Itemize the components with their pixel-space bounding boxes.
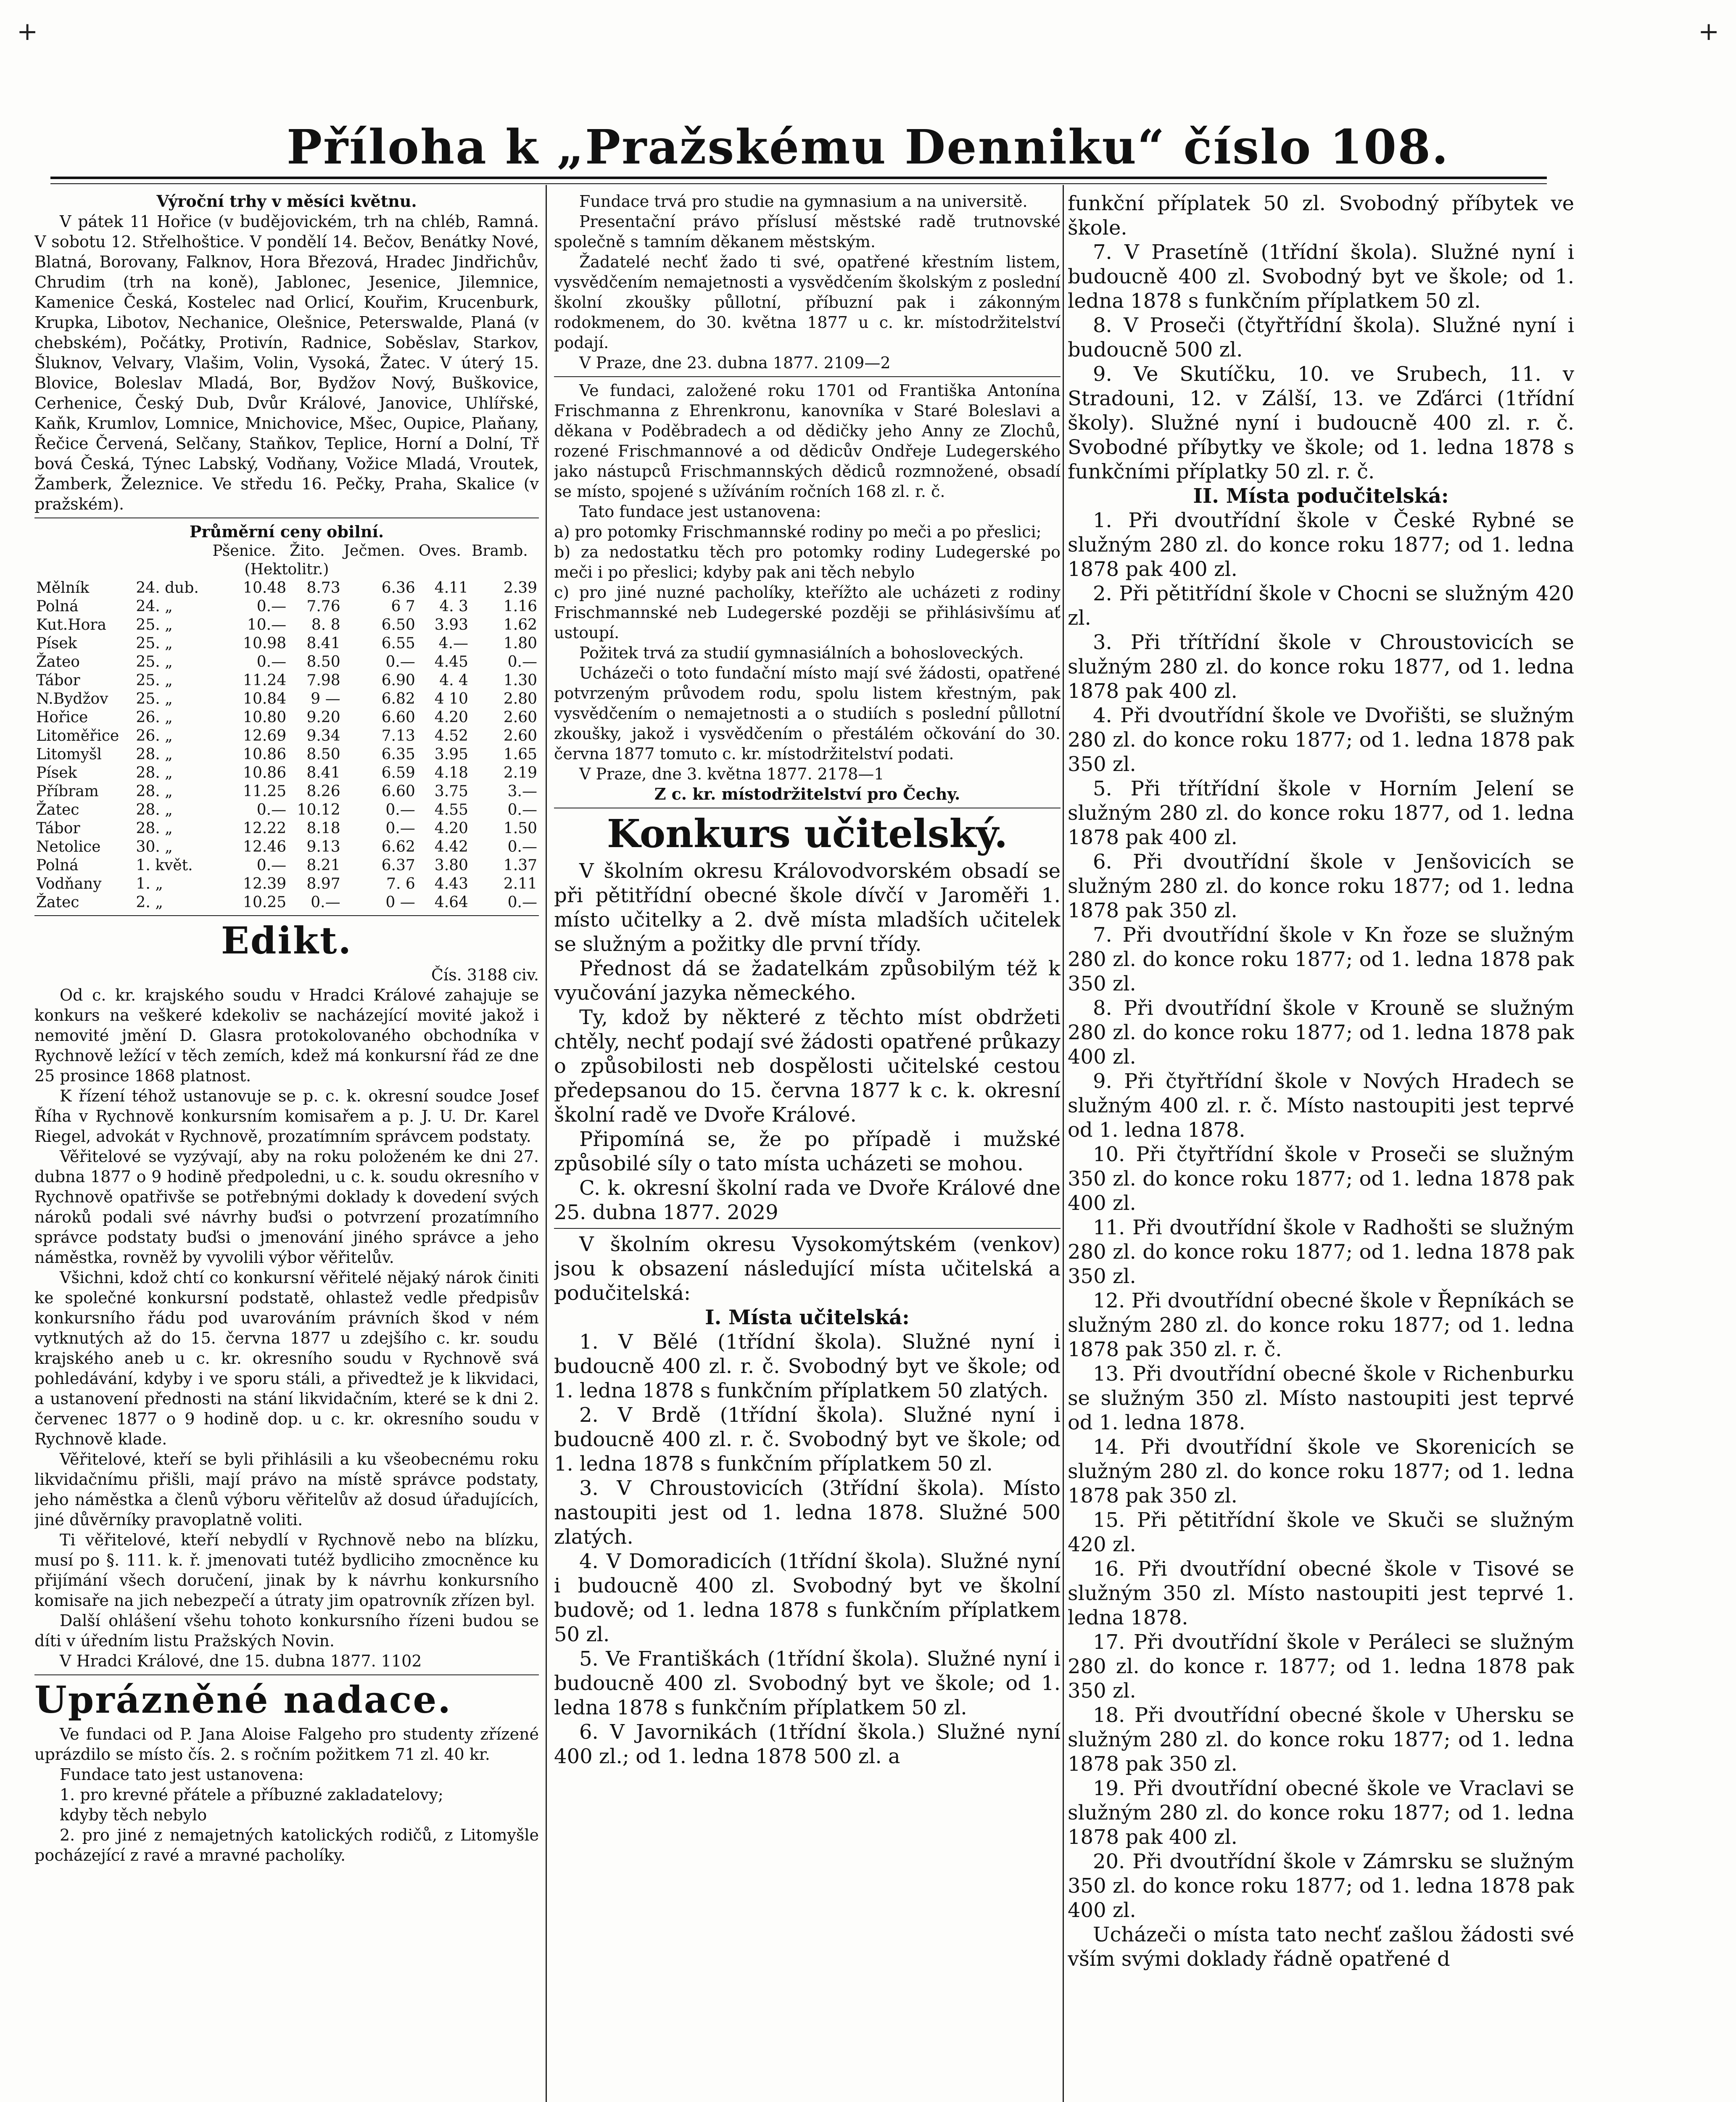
competition-item: 19. Při dvoutřídní obecné škole ve Vraclavi se služným 280 zl. do konce roku 1877; od 1. ledna 1878 pak 400 zl. <box>1068 1777 1574 1849</box>
competition-item: 16. Při dvoutřídní obecné škole v Tisové se služným 350 zl. Místo nastoupiti jest teprvé 1. ledna 1878. <box>1068 1557 1574 1629</box>
prices-cell: 12.22 <box>243 820 287 837</box>
foundation-authority: Z c. kr. místodržitelství pro Čechy. <box>654 784 960 803</box>
prices-cell: 6.50 <box>381 616 415 634</box>
prices-cell: 4.20 <box>434 820 468 837</box>
prices-cell: Žatec <box>36 801 79 819</box>
competition-subheading: I. Místa učitelská: <box>705 1306 910 1329</box>
prices-cell: 0.— <box>311 894 340 911</box>
prices-row <box>34 782 539 801</box>
prices-cell: 8.41 <box>306 764 340 782</box>
prices-cell: 7.98 <box>306 672 340 689</box>
prices-cell: 25. „ <box>136 653 173 671</box>
page-title: Příloha k „Pražskému Denniku“ číslo 108. <box>286 120 1450 175</box>
column-divider-2 <box>1063 185 1064 2102</box>
edict-paragraph: Věřitelové, kteří se byli přihlásili a ku všeobecnému roku likvidačnímu přišli, mají právo na místě správce podstaty, jeho náměstka a členů výboru věřitelův až dosud úřadujících, jiné důvěrníky pravoplatně voliti. <box>34 1450 539 1529</box>
prices-cell: 8.73 <box>306 579 340 597</box>
prices-row <box>34 653 539 671</box>
prices-cell: 30. „ <box>136 838 173 856</box>
foundation-paragraph: Ve fundaci od P. Jana Aloise Falgeho pro studenty zřízené uprázdilo se místo čís. 2. s ročním požitkem 71 zl. 40 kr. <box>34 1725 539 1764</box>
competition-subheading: II. Místa podučitelská: <box>1193 484 1449 508</box>
competition-item: 18. Při dvoutřídní obecné škole v Uhersku se služným 280 zl. do konce roku 1877; od 1. ledna 1878 pak 350 zl. <box>1068 1703 1574 1776</box>
edict-signature: V Hradci Králové, dne 15. dubna 1877. 1102 <box>60 1652 422 1670</box>
prices-cell: Litoměřice <box>36 727 119 745</box>
foundation-paragraph: Požitek trvá za studií gymnasiálních a bohosloveckých. <box>579 644 1024 662</box>
competition-item: 13. Při dvoutřídní obecné škole v Richenburku se služným 350 zl. Místo nastoupiti jest teprvé od 1. ledna 1878. <box>1068 1362 1574 1434</box>
prices-cell: Polná <box>36 857 79 874</box>
prices-cell: 2.19 <box>503 764 537 782</box>
prices-cell: 8.18 <box>306 820 340 837</box>
prices-cell: 3.95 <box>434 746 468 763</box>
prices-cell: 3.93 <box>434 616 468 634</box>
prices-cell: 9.34 <box>306 727 340 745</box>
prices-cell: 4.18 <box>434 764 468 782</box>
prices-cell: 8.21 <box>306 857 340 874</box>
competition-signature: C. k. okresní školní rada ve Dvoře Králové dne 25. dubna 1877. 2029 <box>554 1176 1061 1224</box>
prices-cell: 1.50 <box>503 820 537 837</box>
prices-cell: 1.30 <box>503 672 537 689</box>
prices-row <box>34 801 539 819</box>
prices-cell: 1.80 <box>503 635 537 652</box>
prices-cell: Písek <box>36 764 77 782</box>
competition-item: 3. Při třítřídní škole v Chroustovicích se služným 280 zl. do konce roku 1877, od 1. ledna 1878 pak 400 zl. <box>1068 631 1574 703</box>
prices-row <box>34 671 539 690</box>
prices-cell: 28. „ <box>136 746 173 763</box>
prices-cell: 10.84 <box>243 690 287 708</box>
competition-item: 17. Při dvoutřídní škole v Peráleci se služným 280 zl. do konce r. 1877; od 1. ledna 1878 pak 350 zl. <box>1068 1630 1574 1703</box>
prices-cell: 7.76 <box>306 598 340 615</box>
prices-cell: 7.13 <box>381 727 415 745</box>
competition-item: 1. V Bělé (1třídní škola). Služné nyní i budoucně 400 zl. r. č. Svobodný byt ve škole; od 1. ledna 1878 s funkčním příplatkem 50 zlatých. <box>554 1330 1061 1402</box>
prices-cell: 28. „ <box>136 801 173 819</box>
prices-cell: Polná <box>36 598 79 615</box>
prices-cell: 10.25 <box>243 894 287 911</box>
prices-cell: 0.— <box>507 653 537 671</box>
prices-cell: 2.39 <box>503 579 537 597</box>
column-1 <box>34 191 539 2102</box>
prices-header-cell: Ječmen. <box>343 542 405 560</box>
competition-paragraph: Ty, kdož by některé z těchto míst obdržeti chtěly, nechť podají své žádosti opatřené průkazy o způsobilosti neb dospělosti učitelské cestou předepsanou do 15. června 1877 k c. k. okresní školní radě ve Dvoře Králové. <box>554 1006 1061 1127</box>
foundation-item: a) pro potomky Frischmannské rodiny po meči a po přeslici; <box>554 523 1042 541</box>
prices-table <box>34 542 539 912</box>
prices-unit-row <box>34 560 539 579</box>
competition-item: 5. Při třítřídní škole v Horním Jelení se služným 280 zl. do konce roku 1877, od 1. ledna 1878 pak 400 zl. <box>1068 777 1574 849</box>
prices-cell: 10.86 <box>243 764 287 782</box>
prices-cell: 3.— <box>507 783 537 800</box>
prices-cell: 4.45 <box>434 653 468 671</box>
column-2 <box>554 191 1061 2102</box>
prices-cell: 0.— <box>507 801 537 819</box>
divider <box>554 376 1061 377</box>
prices-cell: 8.41 <box>306 635 340 652</box>
prices-cell: Kut.Hora <box>36 616 106 634</box>
foundation-paragraph: Fundace trvá pro studie na gymnasium a na universitě. <box>579 192 1028 211</box>
competition-item: 3. V Chroustovicích (3třídní škola). Místo nastoupiti jest od 1. ledna 1878. Služné 500 zlatých. <box>554 1476 1061 1549</box>
prices-cell: 25. „ <box>136 672 173 689</box>
teacher-competition-heading: Konkurs učitelský. <box>607 811 1008 856</box>
prices-row <box>34 616 539 634</box>
prices-cell: 4. 3 <box>439 598 468 615</box>
prices-cell: 3.75 <box>434 783 468 800</box>
prices-cell: 24. „ <box>136 598 173 615</box>
foundation-paragraph: 1. pro krevné přátele a příbuzné zakladatelovy; <box>60 1785 443 1804</box>
divider <box>554 1228 1061 1229</box>
prices-row <box>34 745 539 764</box>
edict-number: Čís. 3188 civ. <box>431 966 539 984</box>
prices-cell: 1.37 <box>503 857 537 874</box>
prices-cell: 2.80 <box>503 690 537 708</box>
prices-cell: 0.— <box>385 653 415 671</box>
foundation-paragraph: 2. pro jiné z nemajetných katolických rodičů, z Litomyšle pocházející z ravé a mravné pacholíky. <box>34 1826 539 1864</box>
prices-cell: 10.48 <box>243 579 287 597</box>
prices-cell: 6.35 <box>381 746 415 763</box>
competition-item: 4. Při dvoutřídní škole ve Dvořišti, se služným 280 zl. do konce roku 1877; od 1. ledna 1878 pak 350 zl. <box>1068 704 1574 776</box>
foundation-item: b) za nedostatku těch pro potomky rodiny Ludegerské po meči i po přeslici; kdyby pak ani těch nebylo <box>554 543 1061 581</box>
prices-cell: 8.50 <box>306 653 340 671</box>
foundation-paragraph: Tato fundace jest ustanovena: <box>579 502 821 521</box>
prices-cell: 0.— <box>256 598 287 615</box>
prices-cell: 2.60 <box>503 709 537 726</box>
prices-row <box>34 708 539 727</box>
prices-cell: 8. 8 <box>311 616 340 634</box>
competition-paragraph: Přednost dá se žadatelkám způsobilým též k vyučování jazyka německého. <box>554 957 1061 1005</box>
prices-cell: Žatec <box>36 894 79 911</box>
prices-cell: 25. „ <box>136 616 173 634</box>
foundation-paragraph: Žadatelé nechť žado ti své, opatřené křestním listem, vysvědčením nemajetnosti a vysvědčením školským z poslední školní zkoušky půllotní, příbuzní pak i zákonným rodokmenem, do 30. května 1877 u c. kr. místodržitelství podají. <box>554 253 1061 352</box>
prices-header-cell: Oves. <box>418 542 461 560</box>
competition-item: 2. V Brdě (1třídní škola). Služné nyní i budoucně 400 zl. r. č. Svobodný byt ve škole; od 1. ledna 1878 s funkčním příplatkem 50 zl. <box>554 1403 1061 1476</box>
prices-cell: 4.64 <box>434 894 468 911</box>
prices-cell: 1. květ. <box>136 857 193 874</box>
competition-item: 4. V Domoradicích (1třídní škola). Služné nyní i budoucně 400 zl. Svobodný byt ve školní budově; od 1. ledna 1878 s funkčním příplatkem 50 zl. <box>554 1550 1061 1646</box>
prices-cell: 12.46 <box>243 838 287 856</box>
prices-cell: 9.20 <box>306 709 340 726</box>
competition-closing: Ucházeči o místa tato nechť zašlou žádosti své vším svými doklady řádně opatřené d <box>1068 1923 1574 1971</box>
prices-cell: 4. 4 <box>439 672 468 689</box>
prices-cell: 8.26 <box>306 783 340 800</box>
prices-cell: 26. „ <box>136 709 173 726</box>
prices-cell: 4.11 <box>434 579 468 597</box>
prices-cell: 28. „ <box>136 783 173 800</box>
foundation-paragraph: Presentační právo příslusí městské radě trutnovské společně s tamním děkanem městským. <box>554 212 1061 251</box>
edict-paragraph: Všichni, kdož chtí co konkursní věřitelé nějaký nárok činiti ke společné konkursní podstatě, ohlastež vedle předpisův konkursního řádu pod uvarováním právních škod v ném vytknutých až do 15. června 1877 u zdejšího c. kr. soudu krajského aneb u c. kr. okresního soudu v Rychnově svá pohledávání, kdyby i ve sporu stáli, a přivedtež je k likvidaci, a ustanovení přednosti na stání likvidačním, které se k dni 2. červenec 1877 o 9 hodině dop. u c. kr. okresního soudu v Rychnově klade. <box>34 1268 539 1448</box>
foundation-paragraph: Ve fundaci, založené roku 1701 od Františka Antonína Frischmanna z Ehrenkronu, kanovníka v Staré Boleslavi a děkana v Poděbradech a od dědičky jeho Anny ze Zlochů, rozené Frischmannové a od dědicův Ondřeje Ludegerského jako nástupců Frischmannských dědiců rozmnožené, obsadí se místo, spojené s užíváním ročních 168 zl. r. č. <box>554 381 1061 501</box>
prices-cell: 4.52 <box>434 727 468 745</box>
prices-cell: 2. „ <box>136 894 163 911</box>
prices-header-cell: Pšenice. <box>212 542 276 560</box>
prices-row <box>34 579 539 597</box>
competition-item: 10. Při čtyřtřídní škole v Proseči se služným 350 zl. do konce roku 1877; od 1. ledna 1878 pak 400 zl. <box>1068 1143 1574 1215</box>
prices-row <box>34 597 539 616</box>
prices-cell: 6.55 <box>381 635 415 652</box>
prices-cell: 9 — <box>311 690 340 708</box>
prices-cell: 10.— <box>247 616 287 634</box>
edict-paragraph: Věřitelové se vyzývají, aby na roku položeném ke dni 27. dubna 1877 o 9 hodině předpoledni, u c. k. soudu okresního v Rychnově opatřivše se potřebnými doklady k dovedení svých nároků podali své návrhy buďsi o potvrzení prozatímního správce podstaty buďsi o jmenování jiného správce a jeho náměstka, rovněž by vyvolili výbor věřitelův. <box>34 1147 539 1267</box>
column-3 <box>1068 191 1574 2102</box>
prices-cell: 4.20 <box>434 709 468 726</box>
competition-item: 5. Ve Františkách (1třídní škola). Služné nyní i budoucně 400 zl. Svobodný byt ve škole; od 1. ledna 1878 s funkčním příplatkem 50 zl. <box>554 1647 1061 1719</box>
prices-row <box>34 819 539 838</box>
prices-cell: 0.— <box>385 820 415 837</box>
prices-cell: 3.80 <box>434 857 468 874</box>
prices-cell: 26. „ <box>136 727 173 745</box>
prices-cell: 4.— <box>438 635 468 652</box>
competition-item: 6. V Javornikách (1třídní škola.) Služné nyní 400 zl.; od 1. ledna 1878 500 zl. a <box>554 1720 1061 1768</box>
prices-cell: 6.60 <box>381 783 415 800</box>
prices-cell: 6.36 <box>381 579 415 597</box>
prices-row <box>34 690 539 708</box>
prices-cell: 25. „ <box>136 690 173 708</box>
prices-cell: 12.39 <box>243 875 287 893</box>
prices-cell: Tábor <box>36 672 80 689</box>
prices-row <box>34 856 539 875</box>
prices-cell: 6.37 <box>381 857 415 874</box>
prices-cell: 0 — <box>385 894 415 911</box>
competition-item: 2. Při pětitřídní škole v Chocni se služným 420 zl. <box>1068 582 1574 630</box>
edict-paragraph: Ti věřitelové, kteří nebydlí v Rychnově nebo na blízku, musí po §. 111. k. ř. jmenovati tutéž bydliciho zmocněnce ku přijímání všech doručení, jinak by k návrhu konkursního komisaře na jich nebezpečí a útraty jim opatrovník zřízen byl. <box>34 1531 539 1610</box>
competition-item: funkční příplatek 50 zl. Svobodný příbytek ve škole. <box>1068 192 1574 240</box>
fairs-heading: Výroční trhy v měsíci květnu. <box>156 192 417 211</box>
prices-header-cell <box>34 542 134 560</box>
prices-cell: 28. „ <box>136 764 173 782</box>
competition-item: 7. V Prasetíně (1třídní škola). Služné nyní i budoucně 400 zl. Svobodný byt ve škole; od 1. ledna 1878 s funkčním příplatkem 50 zl. <box>1068 240 1574 313</box>
foundations-heading: Uprázněné nadace. <box>34 1678 452 1722</box>
prices-cell: Mělník <box>36 579 90 597</box>
competition-item: 20. Při dvoutřídní škole v Zámrsku se služným 350 zl. do konce roku 1877; od 1. ledna 1878 pak 400 zl. <box>1068 1850 1574 1922</box>
edict-heading: Edikt. <box>221 919 353 962</box>
edict-paragraph: Od c. kr. krajského soudu v Hradci Králové zahajuje se konkurs na veškeré kdekoliv se nacházející movité jakož i nemovité jmění D. Glasra protokolovaného obchodníka v Rychnově ležící v těch zemích, kdež má konkursní řád ze dne 25 prosince 1868 platnost. <box>34 986 539 1085</box>
prices-cell: Tábor <box>36 820 80 837</box>
prices-cell: 6.60 <box>381 709 415 726</box>
prices-cell: 10.80 <box>243 709 287 726</box>
foundation-paragraph: Fundace tato jest ustanovena: <box>60 1765 304 1784</box>
foundation-paragraph: Ucházeči o toto fundační místo mají své žádosti, opatřené potvrzeným průvodem rodu, spolu listem křestným, pak vysvědčením o nemajetnosti a o studiích s poslední půllotní zkoušky, jakož i vysvědčením o přestálém očkování do 30. června 1877 tomuto c. kr. místodržitelství podati. <box>554 664 1061 763</box>
prices-cell: 4.55 <box>434 801 468 819</box>
prices-cell: 10.86 <box>243 746 287 763</box>
column-divider-1 <box>546 185 547 2102</box>
prices-cell: 2.60 <box>503 727 537 745</box>
prices-cell: 6.82 <box>381 690 415 708</box>
competition-item: 8. Při dvoutřídní škole v Krouně se služným 280 zl. do konce roku 1877; od 1. ledna 1878 pak 400 zl. <box>1068 996 1574 1069</box>
title-rule-thin <box>50 183 1547 184</box>
competition-item: 12. Při dvoutřídní obecné škole v Řepníkách se služným 280 zl. do konce roku 1877; od 1. ledna 1878 pak 350 zl. r. č. <box>1068 1289 1574 1361</box>
prices-row <box>34 764 539 782</box>
prices-row <box>34 838 539 856</box>
prices-cell: 11.24 <box>243 672 287 689</box>
prices-cell: 4.43 <box>434 875 468 893</box>
fairs-text: V pátek 11 Hořice (v budějovickém, trh na chléb, Ramná. V sobotu 12. Střelhoštice. V pondělí 14. Bečov, Benátky Nové, Blatná, Borovany, Falknov, Hora Březová, Hradec Jindřichův, Chrudim (trh na koně), Jablonec, Jesenice, Jilemnice, Kamenice Česká, Kostelec nad Orlicí, Kouřim, Krucenburk, Krupka, Libotov, Nechanice, Olešnice, Peterswalde, Planá (v chebském), Počátky, Protivín, Radnice, Soběslav, Starkov, Šluknov, Velvary, Vlašim, Volin, Vysoká, Žatec. V úterý 15. Blovice, Boleslav Mladá, Bor, Bydžov Nový, Buškovice, Cerhenice, Český Dub, Dvůr Králové, Janovice, Uhlířské, Kaňk, Krumlov, Lomnice, Mnichovice, Mšec, Oupice, Plaňany, Řečice Červená, Selčany, Staňkov, Teplice, Horní a Dolní, Tř bová Česká, Týnec Labský, Vodňany, Vožice Mladá, Vroutek, Žamberk, Železnice. Ve středu 16. Pečky, Praha, Skalice (v pražském). <box>34 212 539 513</box>
competition-item: 9. Ve Skutíčku, 10. ve Srubech, 11. v Stradouni, 12. v Zálší, 13. ve Zďárci (1třídní školy). Služné nyní i budoucně 400 zl. r. č. Svobodné příbytky ve škole; od 1. ledna 1878 s funkčními příplatky 50 zl. r. č. <box>1068 362 1574 483</box>
prices-cell: Žateo <box>36 653 80 671</box>
divider <box>34 1674 539 1675</box>
prices-cell: 4 10 <box>434 690 468 708</box>
competition-paragraph: Připomíná se, že po případě i mužské způsobilé síly o tato místa ucházeti se mohou. <box>554 1128 1061 1175</box>
prices-cell: 11.25 <box>243 783 287 800</box>
competition-item: 7. Při dvoutřídní škole v Kn řoze se služným 280 zl. do konce roku 1877; od 1. ledna 1878 pak 350 zl. <box>1068 923 1574 996</box>
prices-cell: 0.— <box>256 857 287 874</box>
prices-cell: Litomyšl <box>36 746 102 763</box>
prices-cell: 6.90 <box>381 672 415 689</box>
competition-item: 14. Při dvoutřídní škole ve Skorenicích se služným 280 zl. do konce roku 1877; od 1. ledna 1878 pak 350 zl. <box>1068 1435 1574 1508</box>
prices-cell: 10.98 <box>243 635 287 652</box>
competition-item: 9. Při čtyřtřídní škole v Nových Hradech se služným 400 zl. r. č. Místo nastoupiti jest teprvé od 1. ledna 1878. <box>1068 1069 1574 1142</box>
prices-row <box>34 875 539 893</box>
crop-mark-top-right: + <box>1698 17 1720 46</box>
competition-item: 6. Při dvoutřídní škole v Jenšovicích se služným 280 zl. do konce roku 1877; od 1. ledna 1878 pak 350 zl. <box>1068 850 1574 922</box>
prices-cell: Netolice <box>36 838 101 856</box>
prices-header-cell <box>134 542 211 560</box>
prices-cell: 1.62 <box>503 616 537 634</box>
prices-unit: (Hektolitr.) <box>244 561 329 578</box>
competition-paragraph: V školním okresu Vysokomýtském (venkov) jsou k obsazení následující místa učitelská a podučitelská: <box>554 1233 1061 1305</box>
edict-paragraph: K řízení téhož ustanovuje se p. c. k. okresní soudce Josef Říha v Rychnově konkursním komisařem a p. J. U. Dr. Karel Riegel, advokát v Rychnově, prozatímním správcem podstaty. <box>34 1087 539 1146</box>
prices-cell: 8.50 <box>306 746 340 763</box>
prices-cell: Příbram <box>36 783 99 800</box>
prices-cell: 7. 6 <box>386 875 415 893</box>
prices-cell: 10.12 <box>297 801 340 819</box>
prices-cell: 1.16 <box>503 598 537 615</box>
foundation-signature: V Praze, dne 23. dubna 1877. 2109—2 <box>579 354 891 372</box>
divider <box>34 915 539 916</box>
prices-header-row <box>34 542 539 560</box>
competition-paragraph: V školním okresu Královodvorském obsadí se při pětitřídní obecné škole dívčí v Jaroměři 1. místo učitelky a 2. dvě místa mladších učitelek se služným a požitky dle první třídy. <box>554 859 1061 956</box>
crop-mark-top-left: + <box>17 17 38 46</box>
prices-heading: Průměrní ceny obilní. <box>189 522 384 541</box>
competition-item: 11. Při dvoutřídní škole v Radhošti se služným 280 zl. do konce roku 1877; od 1. ledna 1878 pak 350 zl. <box>1068 1216 1574 1288</box>
prices-cell: Hořice <box>36 709 88 726</box>
prices-row <box>34 634 539 653</box>
prices-cell: 2.11 <box>503 875 537 893</box>
prices-cell: 6.62 <box>381 838 415 856</box>
prices-cell: 6 7 <box>391 598 415 615</box>
prices-cell: Písek <box>36 635 77 652</box>
prices-cell: 28. „ <box>136 820 173 837</box>
foundation-item: c) pro jiné nuzné pacholíky, kteřížto ale ucházeti z rodiny Frischmannské neb Ludegerské později se přihlásivšímu ať ustoupí. <box>554 583 1061 642</box>
prices-cell: 0.— <box>507 894 537 911</box>
prices-cell: 25. „ <box>136 635 173 652</box>
prices-cell: 0.— <box>256 801 287 819</box>
prices-cell: 0.— <box>507 838 537 856</box>
prices-cell: Vodňany <box>36 875 102 893</box>
competition-item: 15. Při pětitřídní škole ve Skuči se služným 420 zl. <box>1068 1508 1574 1556</box>
prices-cell: 9.13 <box>306 838 340 856</box>
edict-paragraph: Další ohlášení všehu tohoto konkursního řízeni budou se díti v úředním listu Pražských Novin. <box>34 1611 539 1650</box>
prices-cell: 0.— <box>256 653 287 671</box>
prices-row <box>34 893 539 912</box>
prices-header-cell: Bramb. <box>471 542 528 560</box>
prices-header-cell: Žito. <box>290 542 325 560</box>
prices-cell: 4.42 <box>434 838 468 856</box>
prices-cell: N.Bydžov <box>36 690 108 708</box>
competition-item: 8. V Proseči (čtyřtřídní škola). Služné nyní i budoucně 500 zl. <box>1068 314 1574 362</box>
foundation-signature: V Praze, dne 3. května 1877. 2178—1 <box>579 765 884 783</box>
prices-cell: 12.69 <box>243 727 287 745</box>
competition-item: 1. Při dvoutřídní škole v České Rybné se služným 280 zl. do konce roku 1877; od 1. ledna 1878 pak 400 zl. <box>1068 509 1574 581</box>
prices-body <box>34 579 539 912</box>
prices-cell: 1.65 <box>503 746 537 763</box>
title-rule <box>50 177 1547 179</box>
prices-cell: 24. dub. <box>136 579 199 597</box>
prices-cell: 1. „ <box>136 875 163 893</box>
prices-cell: 6.59 <box>381 764 415 782</box>
teacher-competition-body <box>554 859 1061 1769</box>
prices-row <box>34 727 539 745</box>
foundation-paragraph: kdyby těch nebylo <box>60 1806 207 1824</box>
prices-cell: 8.97 <box>306 875 340 893</box>
prices-cell: 0.— <box>385 801 415 819</box>
